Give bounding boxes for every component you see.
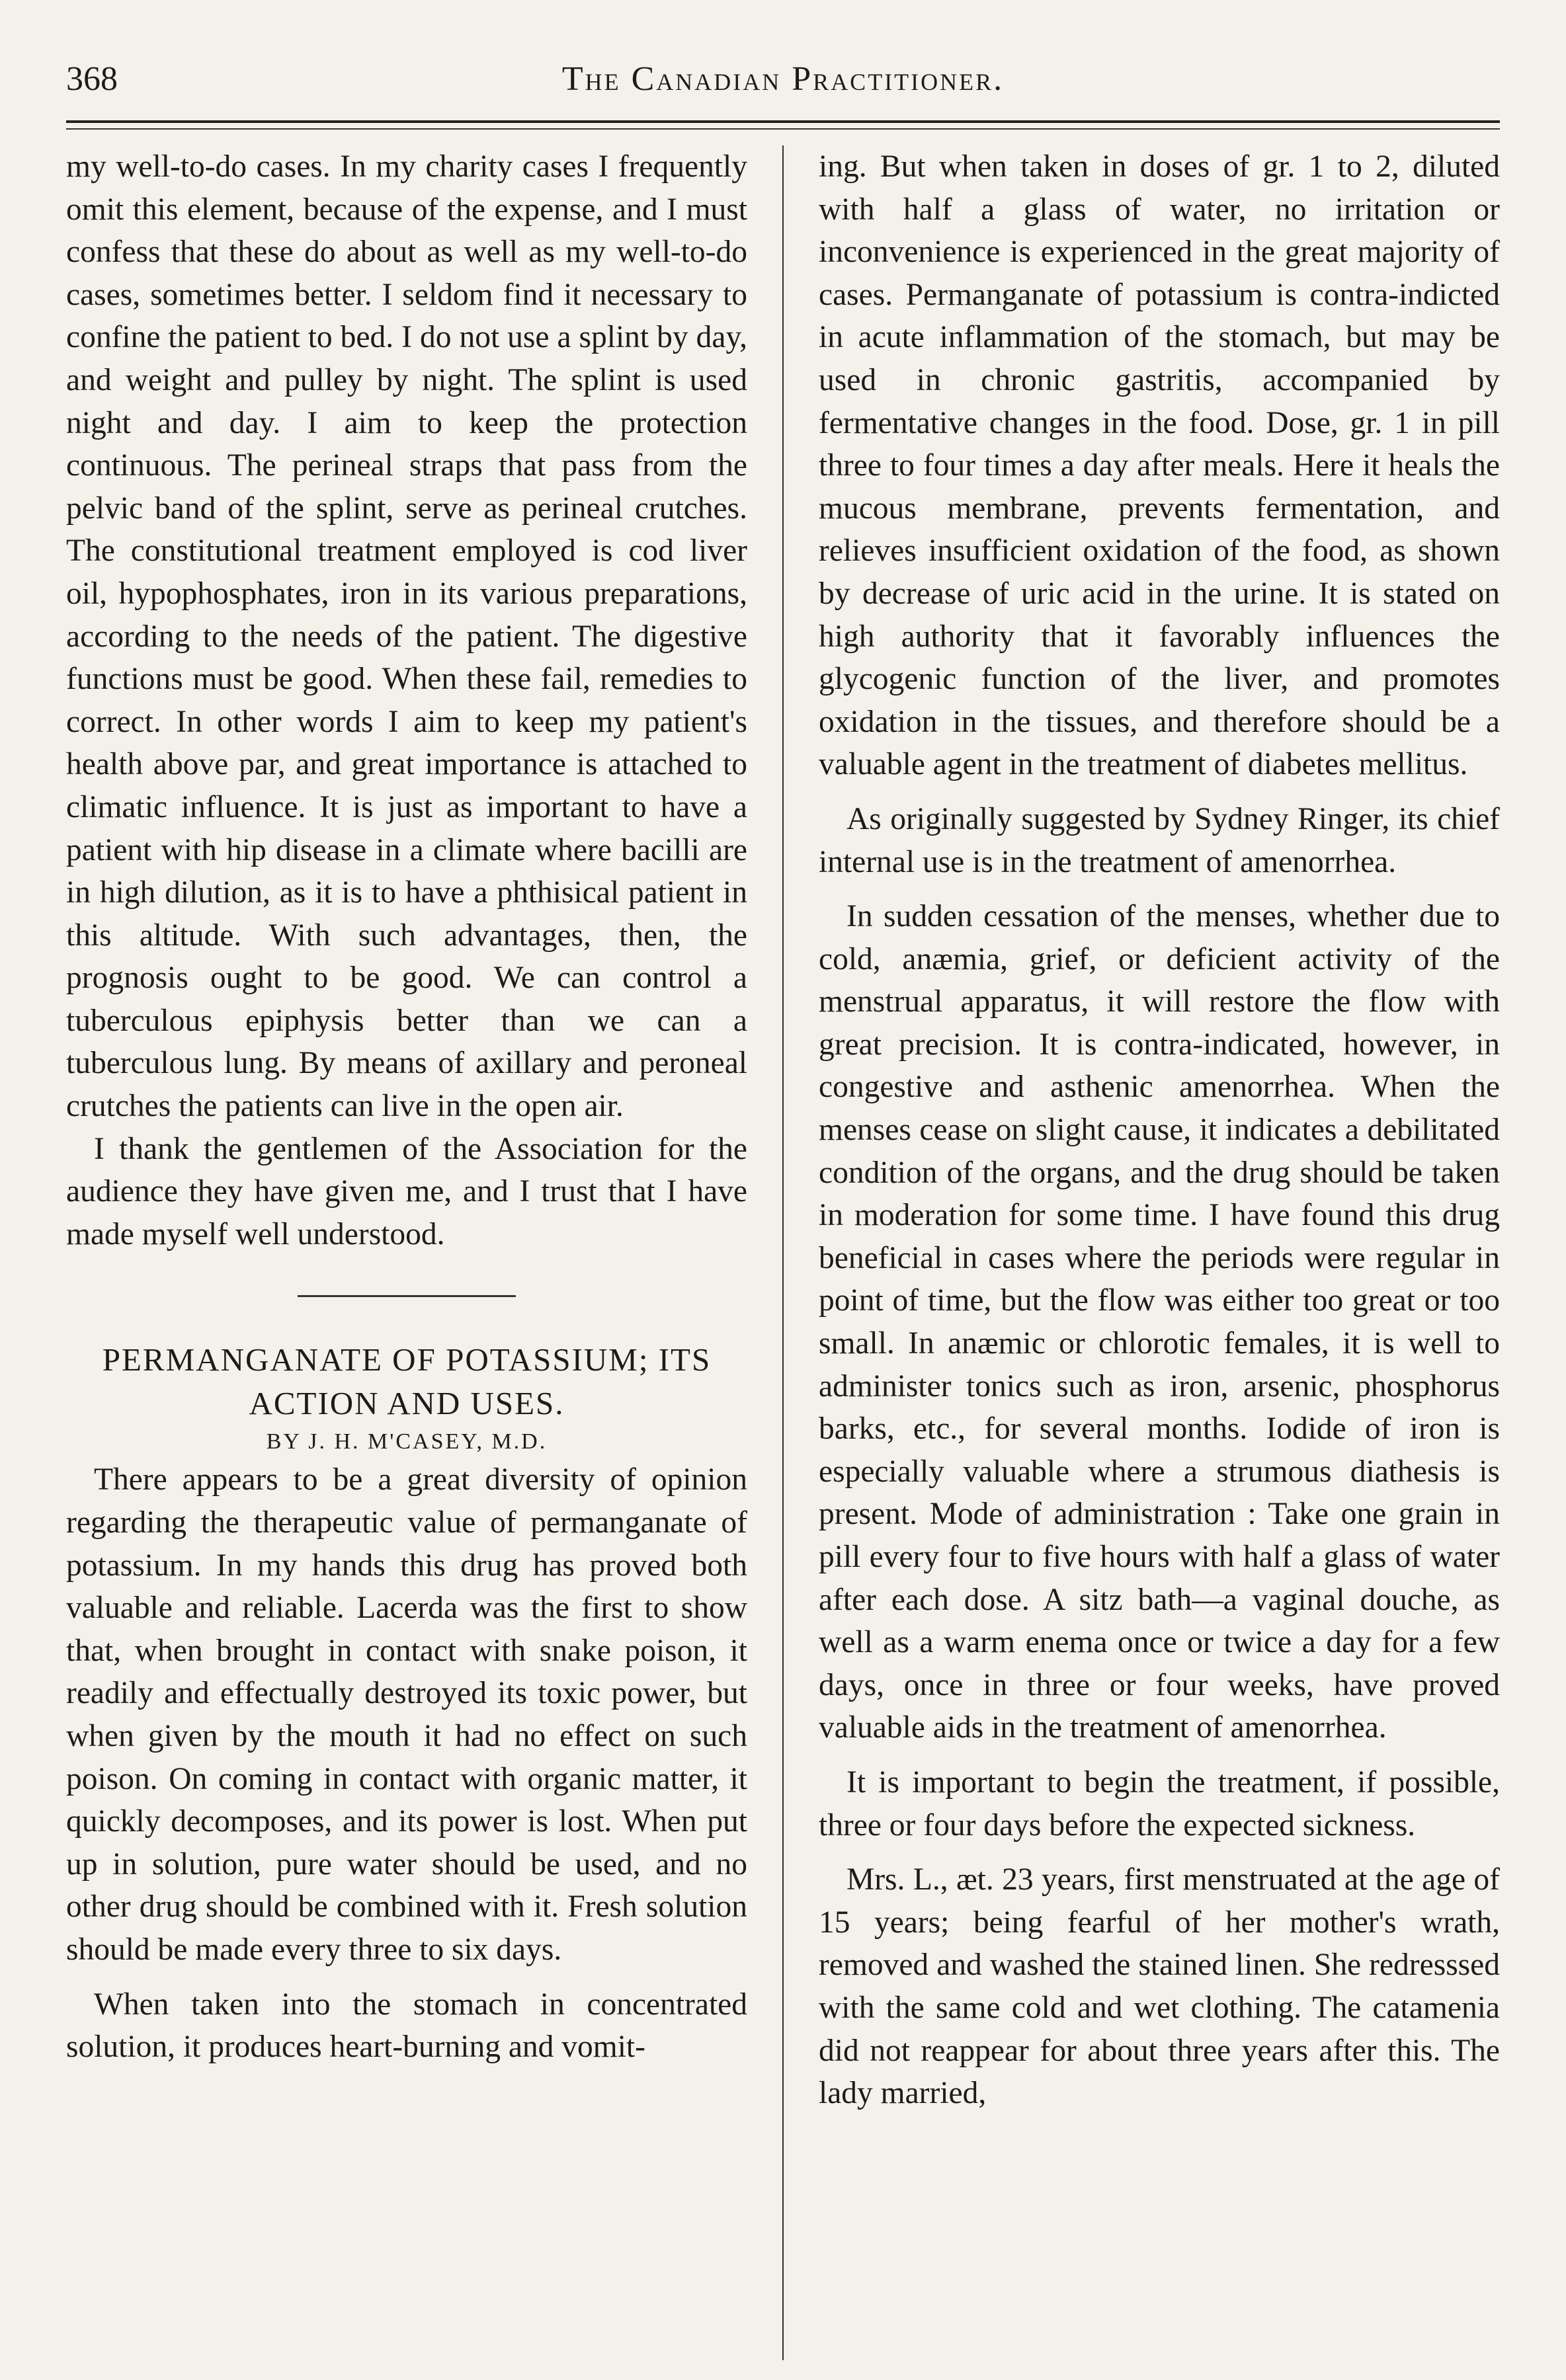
article-title-line: ACTION AND USES. [249,1385,565,1422]
section-divider [298,1295,516,1297]
page-header [66,46,1500,112]
article-title-line: PERMANGANATE OF POTASSIUM; ITS [102,1341,712,1378]
article-byline: BY J. H. M'CASEY, M.D. [266,1429,548,1454]
header-rule [66,120,1500,123]
paragraph-gap [819,786,1500,798]
body-paragraph: Mrs. L., æt. 23 years, first menstruated at the age of 15 years; being fearful of her mother's wrath, removed and washed the stained linen. She redresssed with the same cold and wet clothing. The catamenia did not reappear for about three years after this. The lady married, [819,1862,1500,2111]
two-column-body [66,145,1500,2360]
body-paragraph: my well-to-do cases. In my charity cases I frequently omit this element, because of the expense, and I must confess that these do about as well as my well-to-do cases, sometimes better. I seldom find it necessary to confine the patient to bed. I do not use a splint by day, and weight and pulley by night. The splint is used night and day. I aim to keep the protection continuous. The perineal straps that pass from the pelvic band of the splint, serve as perineal crutches. The constitutional treatment employed is cod liver oil, hypophosphates, iron in its various preparations, according to the needs of the patient. The digestive functions must be good. When these fail, remedies to correct. In other words I aim to keep my patient's health above par, and great importance is attached to climatic influence. It is just as important to have a patient with hip disease in a climate where bacilli are in high dilution, as it is to have a phthisical patient in this altitude. With such advantages, then, the prognosis ought to be good. We can control a tuberculous epiphysis better than we can a tuberculous lung. By means of axillary and peroneal crutches the patients can live in the open air. [66,149,747,1124]
article-title [66,1338,747,1425]
body-paragraph: In sudden cessation of the menses, whether due to cold, anæmia, grief, or deficient activity of the menstrual apparatus, it will restore the flow with great precision. It is contra-indicated, however, in congestive and asthenic amenorrhea. When the menses cease on slight cause, it indicates a debilitated condition of the organs, and the drug should be taken in moderation for some time. I have found this drug beneficial in cases where the periods were regular in point of time, but the flow was either too great or too small. In anæmic or chlorotic females, it is well to administer tonics such as iron, arsenic, phosphorus barks, etc., for several months. Iodide of iron is especially valuable where a strumous diathesis is present. Mode of administration : Take one grain in pill every four to five hours with half a glass of water after each dose. A sitz bath—a vaginal douche, as well as a warm enema once or twice a day for a few days, once in three or four weeks, have proved valuable aids in the treatment of amenorrhea. [819,899,1500,1745]
running-title: The Canadian Practitioner. [561,60,1005,98]
body-paragraph: ing. But when taken in doses of gr. 1 to 2, diluted with half a glass of water, no irritation or inconvenience is experienced in the great majority of cases. Permanganate of potassium is contra-indicted in acute inflammation of the stomach, but may be used in chronic gastritis, accompanied by fermentative changes in the food. Dose, gr. 1 in pill three to four times a day after meals. Here it heals the mucous membrane, prevents fermentation, and relieves insufficient oxidation of the food, as shown by decrease of uric acid in the urine. It is stated on high authority that it favorably influences the glycogenic function of the liver, and promotes oxidation in the tissues, and therefore should be a valuable agent in the treatment of diabetes mellitus. [819,149,1500,782]
header-rule-thin [66,128,1500,130]
right-column [819,145,1500,2360]
column-divider [782,145,784,2360]
body-paragraph: I thank the gentlemen of the Association for the audience they have given me, and I trust that I have made myself well understood. [66,1131,747,1251]
paragraph-gap [66,1971,747,1983]
paragraph-gap [819,1749,1500,1761]
paragraph-gap [819,1846,1500,1858]
body-paragraph: As originally suggested by Sydney Ringer, its chief internal use is in the treatment of amenorrhea. [819,801,1500,879]
paragraph-gap [819,883,1500,895]
body-paragraph: When taken into the stomach in concentrated solution, it produces heart-burning and vomit- [66,1987,747,2065]
body-paragraph: There appears to be a great diversity of opinion regarding the therapeutic value of permanganate of potassium. In my hands this drug has proved both valuable and reliable. Lacerda was the first to show that, when brought in contact with snake poison, it readily and effectually destroyed its toxic power, but when given by the mouth it had no effect on such poison. On coming in contact with organic matter, it quickly decomposes, and its power is lost. When put up in solution, pure water should be used, and no other drug should be combined with it. Fresh solution should be made every three to six days. [66,1462,747,1967]
body-paragraph: It is important to begin the treatment, if possible, three or four days before the expected sickness. [819,1765,1500,1843]
journal-page [66,46,1500,2360]
left-column [66,145,747,2360]
page-number: 368 [66,60,118,98]
